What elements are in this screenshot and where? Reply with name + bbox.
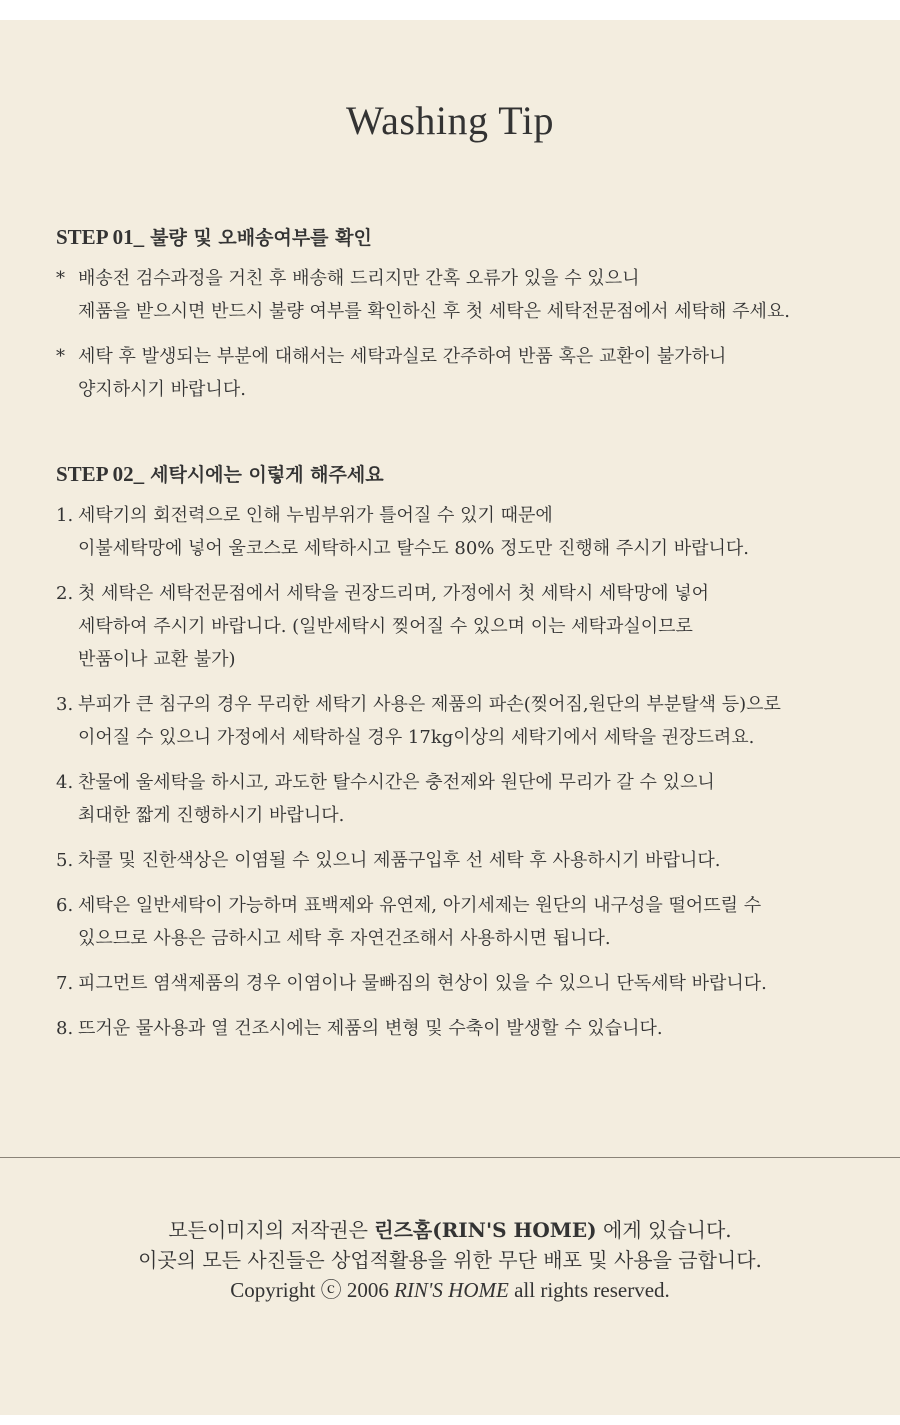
step-02-id: STEP 02_ <box>56 462 145 486</box>
page-title: Washing Tip <box>346 98 554 143</box>
copyright-footer <box>0 1215 900 1305</box>
list-item-line: 세탁 후 발생되는 부분에 대해서는 세탁과실로 간주하여 반품 혹은 교환이 불가하니 <box>78 346 727 367</box>
list-item-line: 찬물에 울세탁을 하시고, 과도한 탈수시간은 충전제와 원단에 무리가 갈 수 있으니 <box>78 772 715 793</box>
step-02-title: 세탁시에는 이렇게 해주세요 <box>150 464 384 486</box>
list-item <box>56 889 876 955</box>
list-item <box>56 844 876 877</box>
copyright-text: Copyright ⓒ 2006 <box>230 1278 395 1302</box>
list-item-line: 첫 세탁은 세탁전문점에서 세탁을 권장드리며, 가정에서 첫 세탁시 세탁망에 넣어 <box>78 583 710 604</box>
copyright-line-3 <box>0 1275 900 1305</box>
copyright-text: all rights reserved. <box>508 1278 670 1302</box>
copyright-line-2: 이곳의 모든 사진들은 상업적활용을 위한 무단 배포 및 사용을 금합니다. <box>138 1248 762 1272</box>
list-item-line: 세탁은 일반세탁이 가능하며 표백제와 유연제, 아기세제는 원단의 내구성을 떨어뜨릴 수 <box>78 895 762 916</box>
list-item-line: 배송전 검수과정을 거친 후 배송해 드리지만 간혹 오류가 있을 수 있으니 <box>78 268 640 289</box>
list-item <box>56 262 876 328</box>
brand-name: 린즈홈(RIN'S HOME) <box>374 1218 597 1242</box>
list-item-line: 있으므로 사용은 금하시고 세탁 후 자연건조해서 사용하시면 됩니다. <box>78 928 611 949</box>
list-item <box>56 577 876 676</box>
list-item-line: 세탁기의 회전력으로 인해 누빔부위가 틀어질 수 있기 때문에 <box>78 505 553 526</box>
list-item-line: 제품을 받으시면 반드시 불량 여부를 확인하신 후 첫 세탁은 세탁전문점에서 세탁해 주세요. <box>78 301 791 322</box>
footer-divider <box>0 1157 900 1158</box>
copyright-text: 모든이미지의 저작권은 <box>168 1218 375 1242</box>
list-marker: 6. <box>56 895 74 916</box>
list-item <box>56 967 876 1000</box>
list-item <box>56 1012 876 1045</box>
step-02-section <box>56 460 876 1057</box>
list-item <box>56 766 876 832</box>
list-marker: 3. <box>56 694 74 715</box>
list-item-line: 반품이나 교환 불가) <box>78 649 236 670</box>
brand-name-italic: RIN'S HOME <box>394 1278 509 1302</box>
list-item-line: 최대한 짧게 진행하시기 바랍니다. <box>78 805 345 826</box>
step-02-heading <box>56 460 876 489</box>
list-item-line: 차콜 및 진한색상은 이염될 수 있으니 제품구입후 선 세탁 후 사용하시기 바랍니다. <box>78 850 721 871</box>
list-item-line: 세탁하여 주시기 바랍니다. (일반세탁시 찢어질 수 있으며 이는 세탁과실이므로 <box>78 616 693 637</box>
list-marker: 5. <box>56 850 74 871</box>
copyright-text: 에게 있습니다. <box>596 1218 732 1242</box>
step-01-heading <box>56 223 876 252</box>
list-item-line: 뜨거운 물사용과 열 건조시에는 제품의 변형 및 수축이 발생할 수 있습니다. <box>78 1018 663 1039</box>
list-marker: 1. <box>56 505 74 526</box>
step-01-title: 불량 및 오배송여부를 확인 <box>150 227 372 249</box>
step-01-id: STEP 01_ <box>56 225 145 249</box>
list-item <box>56 499 876 565</box>
copyright-line-1 <box>0 1215 900 1245</box>
step-01-section <box>56 223 876 418</box>
list-item-line: 양지하시기 바랍니다. <box>78 379 246 400</box>
list-marker: * <box>56 346 65 367</box>
washing-tip-panel <box>0 20 900 1415</box>
list-marker: 4. <box>56 772 74 793</box>
list-marker: * <box>56 268 65 289</box>
list-item-line: 이불세탁망에 넣어 울코스로 세탁하시고 탈수도 80% 정도만 진행해 주시기 바랍니다. <box>78 538 750 559</box>
list-item-line: 이어질 수 있으니 가정에서 세탁하실 경우 17kg이상의 세탁기에서 세탁을 권장드려요. <box>78 727 755 748</box>
list-item-line: 피그먼트 염색제품의 경우 이염이나 물빠짐의 현상이 있을 수 있으니 단독세탁 바랍니다. <box>78 973 767 994</box>
list-item-line: 부피가 큰 침구의 경우 무리한 세탁기 사용은 제품의 파손(찢어짐,원단의 부분탈색 등)으로 <box>78 694 781 715</box>
list-marker: 8. <box>56 1018 74 1039</box>
list-item <box>56 688 876 754</box>
list-marker: 2. <box>56 583 74 604</box>
list-marker: 7. <box>56 973 74 994</box>
list-item <box>56 340 876 406</box>
